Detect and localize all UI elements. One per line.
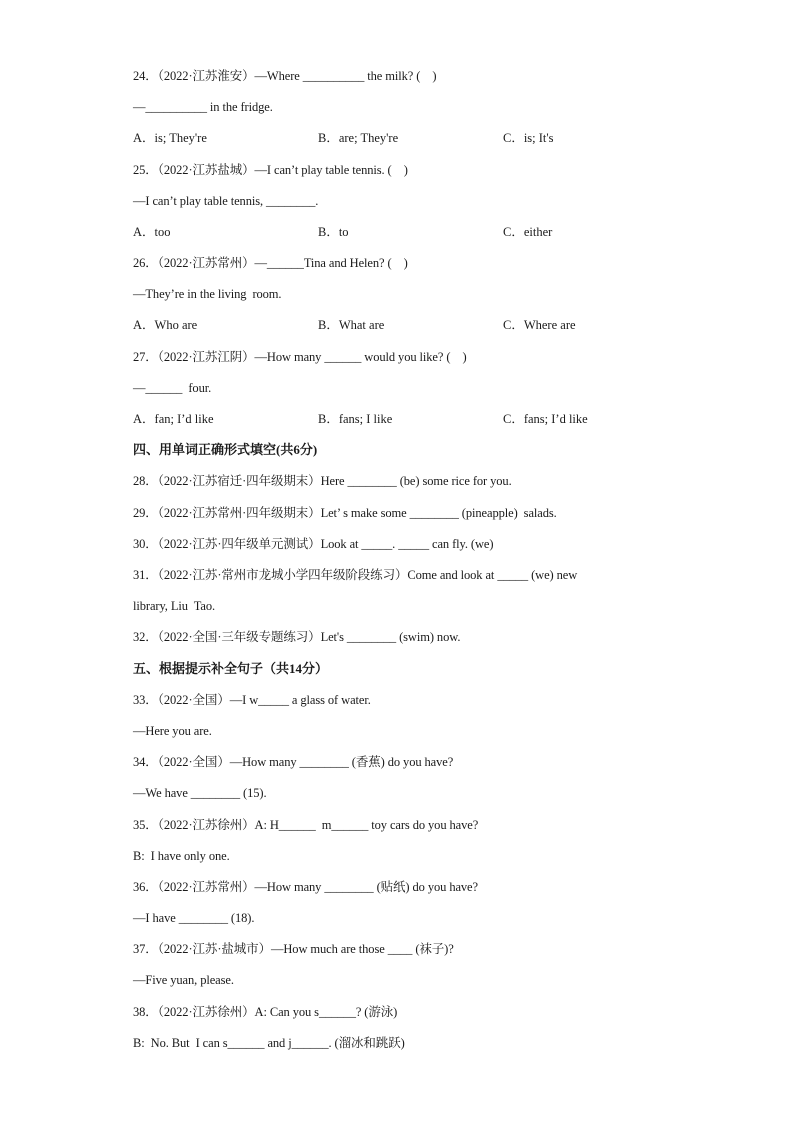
question-25-option-a: A．too [133, 225, 171, 239]
question-27-option-c: C．fans; I’d like [503, 412, 588, 426]
question-34: 34．（2022·全国）—How many ________ (香蕉) do you have? [133, 755, 454, 769]
section-5-heading: 五、根据提示补全句子（共14分） [133, 661, 329, 676]
question-37-response: —Five yuan, please. [133, 973, 234, 987]
question-30: 30．（2022·江苏·四年级单元测试）Look at _____. _____ can fly. (we) [133, 537, 494, 551]
question-34-response: —We have ________ (15). [133, 786, 267, 800]
question-24-option-c: C．is; It's [503, 131, 554, 145]
question-33-response: —Here you are. [133, 724, 212, 738]
question-35-response: B: I have only one. [133, 849, 230, 863]
question-33: 33．（2022·全国）—I w_____ a glass of water. [133, 693, 371, 707]
question-31: 31．（2022·江苏·常州市龙城小学四年级阶段练习）Come and look at _____ (we) new [133, 568, 578, 582]
question-25-option-b: B．to [318, 225, 349, 239]
question-38: 38．（2022·江苏徐州）A: Can you s______? (游泳) [133, 1005, 398, 1019]
question-32: 32．（2022·全国·三年级专题练习）Let's ________ (swim) now. [133, 630, 461, 644]
question-31-continued: library, Liu Tao. [133, 599, 216, 613]
question-27-answer-line: —______ four. [133, 381, 212, 395]
question-24-option-b: B．are; They're [318, 131, 399, 145]
question-27-stem: 27．（2022·江苏江阴）—How many ______ would you like? ( ) [133, 350, 467, 364]
question-27-option-b: B．fans; I like [318, 412, 393, 426]
question-27-option-a: A．fan; I’d like [133, 412, 214, 426]
question-28: 28．（2022·江苏宿迁·四年级期末）Here ________ (be) some rice for you. [133, 474, 512, 488]
question-29: 29．（2022·江苏常州·四年级期末）Let’ s make some ________ (pineapple) salads. [133, 506, 557, 520]
question-26-stem: 26．（2022·江苏常州）—______Tina and Helen? ( ) [133, 256, 408, 270]
question-26-answer-line: —They’re in the living room. [133, 287, 282, 301]
question-38-response: B: No. But I can s______ and j______. (溜冰和跳跃) [133, 1036, 405, 1050]
question-37: 37．（2022·江苏·盐城市）—How much are those ____ (袜子)? [133, 942, 454, 956]
question-25-option-c: C．either [503, 225, 553, 239]
question-35: 35．（2022·江苏徐州）A: H______ m______ toy cars do you have? [133, 818, 479, 832]
question-25-answer-line: —I can’t play table tennis, ________. [133, 194, 319, 208]
section-4-heading: 四、用单词正确形式填空(共6分) [133, 442, 318, 457]
question-25-stem: 25．（2022·江苏盐城）—I can’t play table tennis. ( ) [133, 163, 408, 177]
question-24-stem: 24．（2022·江苏淮安）—Where __________ the milk? ( ) [133, 69, 437, 83]
question-24-answer-line: —__________ in the fridge. [133, 100, 273, 114]
question-26-option-b: B．What are [318, 318, 385, 332]
question-36: 36．（2022·江苏常州）—How many ________ (贴纸) do you have? [133, 880, 478, 894]
question-26-option-a: A．Who are [133, 318, 198, 332]
question-24-option-a: A．is; They're [133, 131, 207, 145]
question-36-response: —I have ________ (18). [133, 911, 255, 925]
question-26-option-c: C．Where are [503, 318, 576, 332]
